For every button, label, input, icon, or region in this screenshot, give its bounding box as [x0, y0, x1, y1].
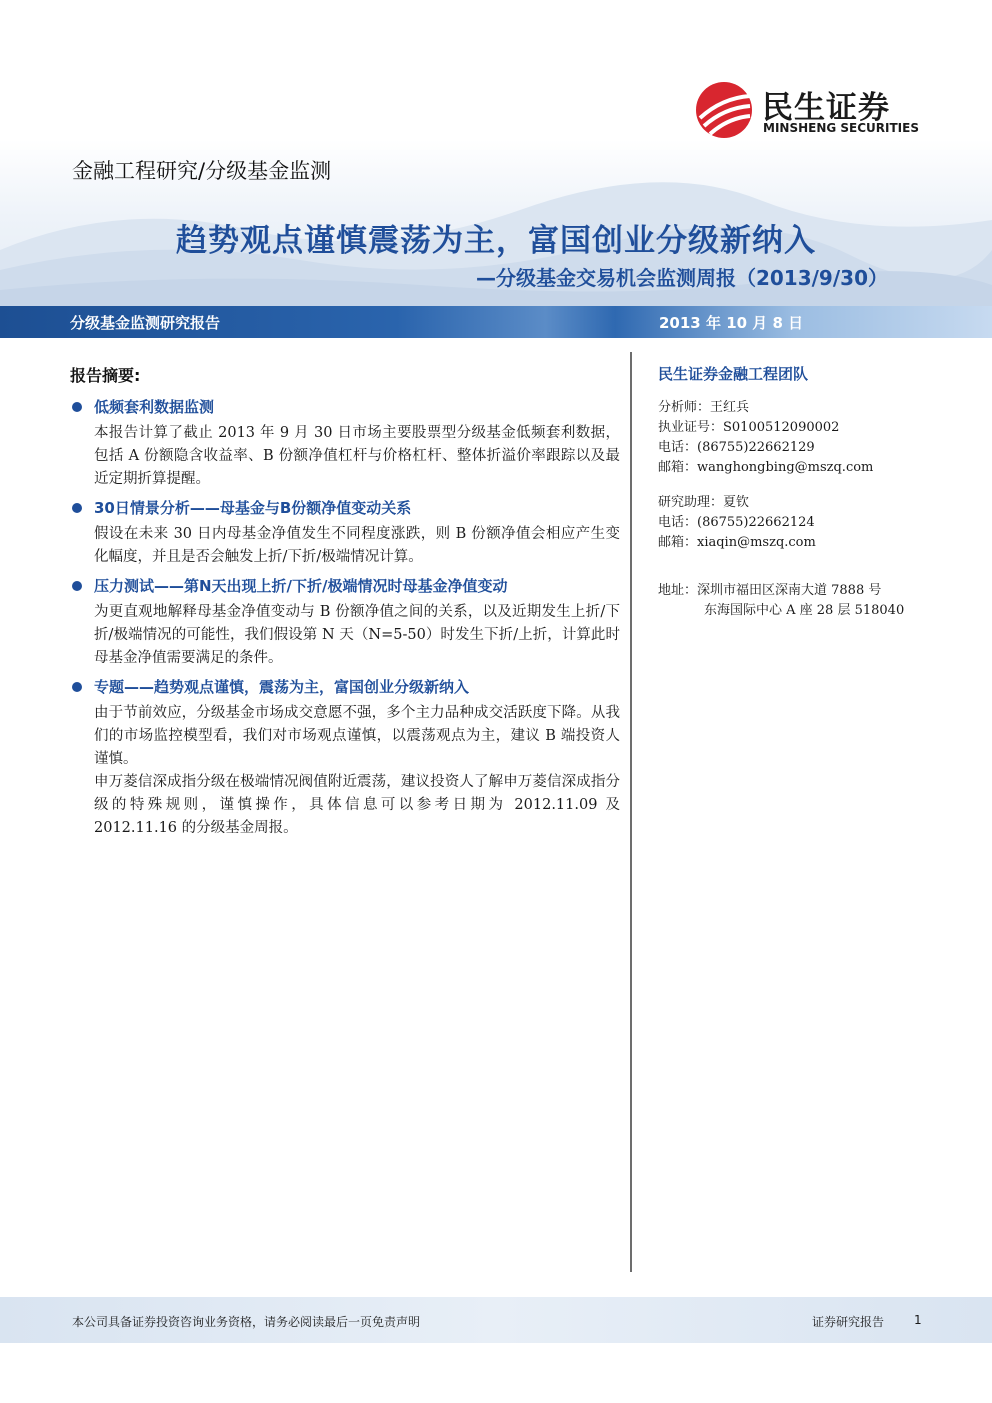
analyst-phone: 电话：(86755)22662129 — [658, 440, 815, 455]
report-type-band — [0, 306, 992, 338]
address-line: 东海国际中心 A 座 28 层 518040 — [704, 603, 905, 618]
section-title — [70, 575, 620, 597]
logo-name-en: MINSHENG SECURITIES — [763, 121, 919, 135]
assistant-email: 邮箱：xiaqin@mszq.com — [658, 535, 816, 550]
page-number: 1 — [914, 1313, 922, 1327]
address-line: 地址：深圳市福田区深南大道 7888 号 — [658, 583, 882, 598]
section-title — [70, 396, 620, 418]
analyst-name: 分析师：王红兵 — [658, 400, 750, 415]
column-divider — [630, 352, 632, 1272]
section-title-text: 低频套利数据监测 — [94, 398, 215, 416]
research-team — [658, 363, 958, 621]
summary-section — [70, 676, 620, 840]
section-paragraph: 为更直观地解释母基金净值变动与 B 份额净值之间的关系，以及近期发生上折/下折/极端情况的可能性，我们假设第 N 天（N=5-50）时发生下折/上折，计算此时母基金净值需要满足的条件。 — [94, 604, 620, 666]
summary-section — [70, 497, 620, 569]
assistant-name: 研究助理：夏钦 — [658, 495, 750, 510]
report-type-label: 分级基金监测研究报告 — [70, 314, 221, 332]
section-title — [70, 676, 620, 698]
section-title-text: 压力测试——第N天出现上折/下折/极端情况时母基金净值变动 — [94, 577, 508, 595]
analyst-email: 邮箱：wanghongbing@mszq.com — [658, 460, 874, 475]
report-date: 2013 年 10 月 8 日 — [659, 314, 804, 332]
company-logo — [694, 80, 924, 140]
team-heading: 民生证券金融工程团队 — [658, 365, 809, 383]
report-category: 金融工程研究/分级基金监测 — [72, 159, 332, 183]
bullet-icon — [72, 503, 82, 513]
analyst-license: 执业证号：S0100512090002 — [658, 420, 840, 435]
section-paragraph: 由于节前效应，分级基金市场成交意愿不强，多个主力品种成交活跃度下降。从我们的市场监控模型看，我们对市场观点谨慎，以震荡观点为主，建议 B 端投资人谨慎。 — [94, 705, 620, 767]
assistant-phone: 电话：(86755)22662124 — [658, 515, 815, 530]
page-footer — [0, 1297, 992, 1343]
summary-section — [70, 575, 620, 670]
summary-heading: 报告摘要: — [70, 366, 141, 385]
section-title-text: 专题——趋势观点谨慎，震荡为主，富国创业分级新纳入 — [94, 678, 470, 696]
section-title-text: 30日情景分析——母基金与B份额净值变动关系 — [94, 499, 412, 517]
bullet-icon — [72, 402, 82, 412]
logo-name-cn: 民生证券 — [762, 90, 890, 126]
section-paragraph: 本报告计算了截止 2013 年 9 月 30 日市场主要股票型分级基金低频套利数据，包括 A 份额隐含收益率、B 份额净值杠杆与价格杠杆、整体折溢价率跟踪以及最近定期折算提醒。 — [94, 425, 620, 487]
report-title: 趋势观点谨慎震荡为主，富国创业分级新纳入 — [176, 223, 816, 259]
bullet-icon — [72, 581, 82, 591]
section-paragraph: 假设在未来 30 日内母基金净值发生不同程度涨跌，则 B 份额净值会相应产生变化幅度，并且是否会触发上折/下折/极端情况计算。 — [94, 526, 620, 565]
section-title — [70, 497, 620, 519]
bullet-icon — [72, 682, 82, 692]
report-subtitle: —分级基金交易机会监测周报（2013/9/30） — [475, 266, 888, 290]
section-paragraph: 申万菱信深成指分级在极端情况阀值附近震荡，建议投资人了解申万菱信深成指分级的特殊规则，谨慎操作，具体信息可以参考日期为 2012.11.09 及 2012.11.16 的分级基金周报。 — [94, 774, 620, 836]
report-summary — [70, 363, 620, 846]
summary-section — [70, 396, 620, 491]
footer-disclaimer: 本公司具备证券投资咨询业务资格，请务必阅读最后一页免责声明 — [72, 1315, 421, 1329]
footer-report-label: 证券研究报告 — [812, 1315, 885, 1329]
logo-mark-icon — [694, 80, 754, 140]
